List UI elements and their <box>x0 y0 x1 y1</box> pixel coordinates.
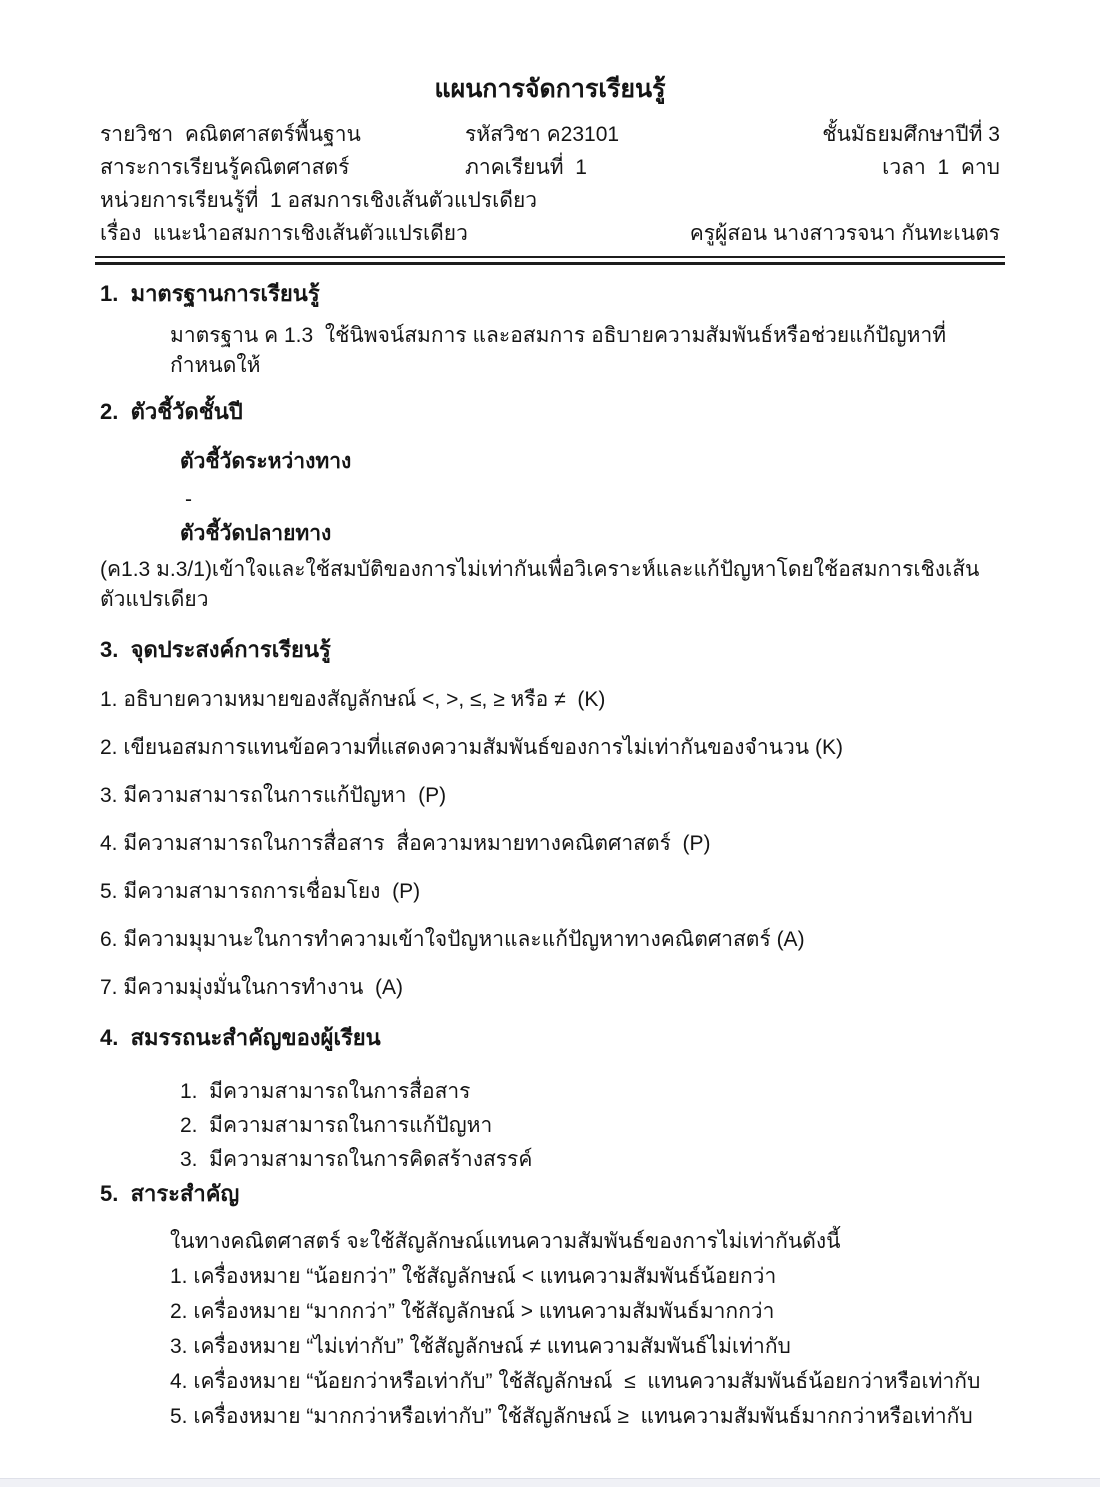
competency-item-2: 2. มีความสามารถในการแก้ปัญหา <box>180 1114 493 1137</box>
page-title: แผนการจัดการเรียนรู้ <box>434 75 666 103</box>
document-header <box>100 118 1000 217</box>
midterm-indicator-heading: ตัวชี้วัดระหว่างทาง <box>180 450 352 473</box>
objective-item-1: 1. อธิบายความหมายของสัญลักษณ์ <, >, ≤, ≥ หรือ ≠ (K) <box>100 688 606 711</box>
final-indicator-heading: ตัวชี้วัดปลายทาง <box>180 522 332 545</box>
objective-item-3: 3. มีความสามารถในการแก้ปัญหา (P) <box>100 784 447 807</box>
course-code-field: รหัสวิชา ค23101 <box>465 123 620 146</box>
section-1-body: มาตรฐาน ค 1.3 ใช้นิพจน์สมการ และอสมการ อธิบายความสัมพันธ์หรือช่วยแก้ปัญหาที่กำหนดให้ <box>170 324 947 377</box>
objective-item-6: 6. มีความมุมานะในการทำความเข้าใจปัญหาและแก้ปัญหาทางคณิตศาสตร์ (A) <box>100 928 805 951</box>
symbol-item-4: 4. เครื่องหมาย “น้อยกว่าหรือเท่ากับ” ใช้สัญลักษณ์ ≤ แทนความสัมพันธ์น้อยกว่าหรือเท่ากับ <box>170 1370 981 1393</box>
competency-item-1: 1. มีความสามารถในการสื่อสาร <box>180 1080 471 1103</box>
page-bottom-edge <box>0 1478 1100 1487</box>
competencies-list <box>100 1077 1000 1175</box>
subject-field: รายวิชา คณิตศาสตร์พื้นฐาน <box>100 123 361 146</box>
grade-field: ชั้นมัธยมศึกษาปีที่ 3 <box>822 123 1000 146</box>
objective-item-5: 5. มีความสามารถการเชื่อมโยง (P) <box>100 880 421 903</box>
objective-item-2: 2. เขียนอสมการแทนข้อความที่แสดงความสัมพันธ์ของการไม่เท่ากันของจำนวน (K) <box>100 736 843 759</box>
symbol-item-1: 1. เครื่องหมาย “น้อยกว่า” ใช้สัญลักษณ์ < แทนความสัมพันธ์น้อยกว่า <box>170 1265 777 1288</box>
symbols-list <box>100 1262 1000 1432</box>
final-indicator-value: (ค1.3 ม.3/1)เข้าใจและใช้สมบัติของการไม่เท่ากันเพื่อวิเคราะห์และแก้ปัญหาโดยใช้อสมการเชิงเส้นตัวแปรเดียว <box>100 558 980 611</box>
essence-intro: ในทางคณิตศาสตร์ จะใช้สัญลักษณ์แทนความสัมพันธ์ของการไม่เท่ากันดังนี้ <box>170 1230 841 1253</box>
symbol-item-3: 3. เครื่องหมาย “ไม่เท่ากับ” ใช้สัญลักษณ์ ≠ แทนความสัมพันธ์ไม่เท่ากับ <box>170 1335 791 1358</box>
teacher-field: ครูผู้สอน นางสาวรจนา กันทะเนตร <box>689 222 1000 245</box>
header-double-rule <box>95 256 1005 265</box>
section-4-heading: 4. สมรรถนะสำคัญของผู้เรียน <box>100 1025 381 1050</box>
objectives-list <box>100 685 1000 1003</box>
section-2-heading: 2. ตัวชี้วัดชั้นปี <box>100 399 243 424</box>
time-field: เวลา 1 คาบ <box>882 156 1000 179</box>
semester-field: ภาคเรียนที่ 1 <box>465 156 587 179</box>
objective-item-7: 7. มีความมุ่งมั่นในการทำงาน (A) <box>100 976 404 999</box>
unit-field: หน่วยการเรียนรู้ที่ 1 อสมการเชิงเส้นตัวแปรเดียว <box>100 189 538 212</box>
document-header-row4 <box>100 217 1000 250</box>
competency-item-3: 3. มีความสามารถในการคิดสร้างสรรค์ <box>180 1148 533 1171</box>
midterm-indicator-value: - <box>185 488 192 511</box>
section-5-heading: 5. สาระสำคัญ <box>100 1181 240 1206</box>
symbol-item-2: 2. เครื่องหมาย “มากกว่า” ใช้สัญลักษณ์ > แทนความสัมพันธ์มากกว่า <box>170 1300 775 1323</box>
strand-field: สาระการเรียนรู้คณิตศาสตร์ <box>100 156 350 179</box>
section-1-heading: 1. มาตรฐานการเรียนรู้ <box>100 281 320 306</box>
topic-field: เรื่อง แนะนำอสมการเชิงเส้นตัวแปรเดียว <box>100 222 468 245</box>
objective-item-4: 4. มีความสามารถในการสื่อสาร สื่อความหมายทางคณิตศาสตร์ (P) <box>100 832 711 855</box>
section-3-heading: 3. จุดประสงค์การเรียนรู้ <box>100 637 331 662</box>
symbol-item-5: 5. เครื่องหมาย “มากกว่าหรือเท่ากับ” ใช้สัญลักษณ์ ≥ แทนความสัมพันธ์มากกว่าหรือเท่ากับ <box>170 1405 973 1428</box>
